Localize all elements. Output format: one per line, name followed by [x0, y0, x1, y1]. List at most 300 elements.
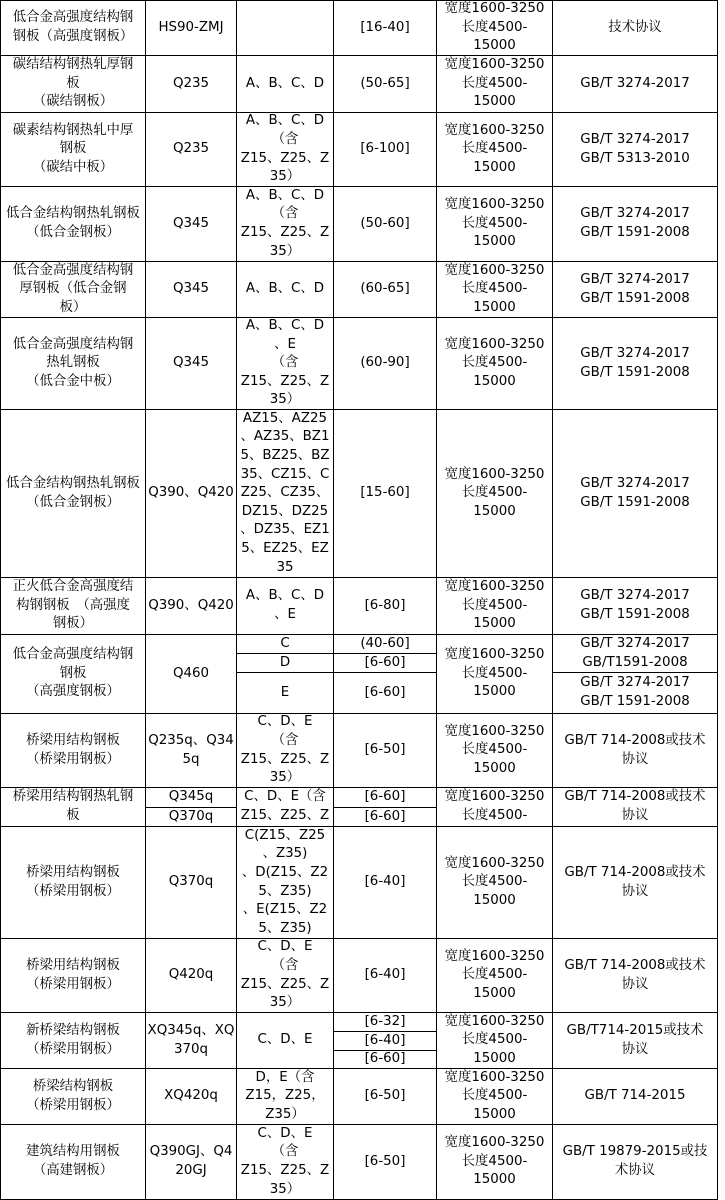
- cell-text: [148, 484, 234, 503]
- grade-cell: [146, 410, 237, 578]
- grade-cell: [146, 635, 237, 714]
- thickness-cell-sub: [334, 635, 437, 654]
- cell-text: [445, 122, 545, 178]
- cell-line: 宽度1600-3250: [444, 948, 545, 964]
- cell-line: 15000: [473, 234, 516, 250]
- cell-text: [580, 587, 690, 624]
- cell-line: [6-40]: [364, 874, 406, 890]
- cell-line: 桥梁用结构钢板: [26, 864, 120, 880]
- class-cell: [237, 1125, 334, 1200]
- class-cell: [237, 56, 334, 113]
- cell-line: GB/T 3274-2017: [580, 675, 690, 691]
- cell-text: [365, 1153, 406, 1172]
- standard-cell-sub: [553, 635, 718, 673]
- thickness-cell: [334, 318, 437, 410]
- cell-text: [173, 140, 209, 159]
- cell-text: [164, 1087, 218, 1106]
- cell-text: [445, 1013, 545, 1068]
- standard-cell: [553, 1069, 718, 1125]
- cell-line: Z35）: [265, 1106, 305, 1122]
- cell-line: [6-32]: [364, 1013, 406, 1029]
- cell-line: Z25、CZ35、: [240, 485, 330, 501]
- cell-line: 桥梁用结构钢板: [26, 957, 120, 973]
- class-cell: [237, 1013, 334, 1069]
- cell-line: （桥梁用钢板）: [26, 883, 120, 899]
- thickness-cell: [334, 113, 437, 187]
- cell-text: [246, 280, 324, 299]
- cell-line: 、D(Z15、Z2: [241, 864, 329, 880]
- product-name-cell: [0, 827, 146, 939]
- cell-line: （桥梁用钢板）: [26, 1097, 120, 1113]
- cell-line: 15000: [473, 373, 516, 389]
- cell-line: 5、EZ25、EZ: [241, 540, 329, 556]
- cell-text: [360, 280, 409, 299]
- thickness-cell: [334, 262, 437, 318]
- cell-line: 15000: [473, 616, 516, 632]
- cell-line: 桥梁用结构钢板: [26, 732, 120, 748]
- cell-text: [563, 1143, 708, 1180]
- standard-cell: [553, 262, 718, 318]
- cell-line: E: [280, 684, 290, 700]
- cell-line: A、B、C、D: [245, 113, 325, 129]
- cell-line: 长度4500-: [461, 1032, 528, 1048]
- grade-cell: [146, 1125, 237, 1200]
- size-cell: [437, 0, 553, 56]
- cell-line: 15000: [473, 299, 516, 315]
- grade-cell-sub: [146, 788, 237, 808]
- product-name-cell: [0, 113, 146, 187]
- cell-line: 宽度1600-3250: [444, 1135, 545, 1151]
- cell-line: （含: [271, 732, 299, 748]
- cell-line: Z15、Z25、Z: [240, 807, 330, 823]
- cell-text: [564, 732, 705, 769]
- cell-line: 碳素结构钢热轧中厚: [12, 122, 134, 138]
- cell-text: [26, 1143, 120, 1180]
- standard-cell: [553, 0, 718, 56]
- cell-text: [445, 646, 545, 702]
- cell-line: 长度4500-: [461, 874, 528, 890]
- cell-line: GB/T 1591-2008: [580, 364, 690, 380]
- class-cell: [237, 578, 334, 635]
- grade-cell: [146, 827, 237, 939]
- cell-line: 协议: [621, 807, 649, 823]
- standard-cell: [553, 113, 718, 187]
- cell-text: [173, 354, 209, 373]
- cell-line: 宽度1600-3250: [444, 466, 545, 482]
- grade-cell: [146, 56, 237, 113]
- cell-text: [26, 732, 120, 769]
- cell-text: [241, 187, 329, 261]
- thickness-cell: [334, 578, 437, 635]
- cell-text: [241, 939, 329, 1013]
- cell-line: 长度4500-: [461, 485, 528, 501]
- cell-line: AZ15、AZ25: [242, 410, 328, 426]
- cell-line: （高建钢板）: [32, 1163, 114, 1178]
- cell-line: 构钢钢板 （高强度: [16, 597, 130, 613]
- cell-line: [6-60]: [364, 1051, 406, 1067]
- cell-line: 长度4500-: [461, 1153, 528, 1169]
- product-name-cell: [0, 1125, 146, 1200]
- cell-text: [608, 19, 662, 38]
- cell-text: [26, 957, 120, 994]
- cell-line: [6-100]: [360, 141, 410, 157]
- cell-text: [241, 1125, 329, 1199]
- cell-text: [580, 674, 690, 711]
- cell-line: (50-60]: [360, 215, 410, 231]
- cell-text: [365, 1087, 406, 1106]
- cell-line: 5q: [182, 751, 200, 767]
- cell-line: Q235: [172, 75, 210, 91]
- thickness-cell-sub: [334, 808, 437, 827]
- product-name-cell: [0, 714, 146, 788]
- cell-line: 宽度1600-3250: [444, 579, 545, 595]
- cell-line: [6-40]: [364, 1032, 406, 1048]
- thickness-cell: [334, 827, 437, 939]
- cell-line: C、D、E: [257, 714, 313, 730]
- cell-text: [241, 113, 329, 187]
- cell-line: Z15，Z25，: [245, 1088, 325, 1104]
- cell-text: [365, 788, 406, 807]
- cell-text: [445, 723, 545, 779]
- cell-line: （桥梁用钢板）: [26, 1041, 120, 1057]
- product-name-cell: [0, 578, 146, 635]
- cell-line: 35、CZ15、C: [240, 466, 330, 482]
- size-cell: [437, 714, 553, 788]
- cell-text: [564, 957, 705, 994]
- cell-line: 板: [66, 807, 80, 823]
- cell-text: [445, 1134, 545, 1190]
- cell-line: 长度4500-: [461, 75, 528, 91]
- class-cell: [237, 714, 334, 788]
- cell-line: 技术协议: [608, 19, 662, 35]
- cell-text: [365, 741, 406, 760]
- cell-line: GB/T 714-2008或技术: [564, 864, 706, 880]
- cell-text: [445, 855, 545, 911]
- cell-line: [6-60]: [364, 654, 406, 670]
- cell-text: [158, 19, 223, 38]
- cell-text: [360, 354, 409, 373]
- cell-line: 5、Z35): [258, 883, 312, 899]
- cell-line: 15000: [473, 892, 516, 908]
- cell-text: [6, 205, 140, 242]
- class-cell: [237, 939, 334, 1013]
- cell-text: [445, 56, 545, 112]
- thickness-cell-sub: [334, 788, 437, 808]
- cell-line: （桥梁用钢板）: [26, 976, 120, 992]
- cell-line: 低合金结构钢热轧钢板: [6, 206, 140, 222]
- cell-line: Z15、Z25、Z: [240, 976, 330, 992]
- cell-line: GB/T1591-2008: [582, 654, 688, 670]
- cell-line: [6-80]: [364, 597, 406, 613]
- cell-line: 新桥梁结构钢板: [26, 1022, 120, 1038]
- cell-text: [13, 9, 134, 46]
- grade-cell: [146, 1069, 237, 1125]
- cell-line: 15000: [473, 94, 516, 110]
- cell-line: 35）: [269, 243, 301, 259]
- cell-text: [445, 336, 545, 392]
- cell-line: GB/T 3274-2017: [580, 588, 690, 604]
- cell-line: C、D、E: [257, 1125, 313, 1141]
- cell-line: 长度4500-: [461, 1088, 528, 1104]
- cell-line: [15-60]: [360, 485, 410, 501]
- class-cell: [237, 318, 334, 410]
- cell-line: [6-50]: [364, 1153, 406, 1169]
- cell-line: 宽度1600-3250: [444, 855, 545, 871]
- cell-line: 20GJ: [175, 1163, 207, 1178]
- product-name-cell: [0, 262, 146, 318]
- cell-line: Z15、Z25、Z: [240, 1163, 330, 1178]
- standard-cell: [553, 578, 718, 635]
- cell-line: 、E: [274, 607, 296, 622]
- cell-line: A、B、C、D: [245, 75, 325, 91]
- grade-cell: [146, 939, 237, 1013]
- product-name-cell: [0, 410, 146, 578]
- cell-line: Q235q、Q34: [148, 732, 234, 748]
- grade-cell: [146, 318, 237, 410]
- cell-line: （高强度钢板）: [26, 684, 120, 700]
- size-cell: [437, 410, 553, 578]
- cell-line: C(Z15、Z25: [244, 827, 326, 843]
- cell-line: GB/T 3274-2017: [580, 345, 690, 361]
- class-cell: [237, 1069, 334, 1125]
- cell-line: 长度4500-: [461, 807, 528, 823]
- cell-text: [580, 205, 690, 242]
- cell-text: [365, 1013, 406, 1031]
- cell-line: (60-90]: [360, 355, 410, 371]
- class-cell-sub: [237, 654, 334, 673]
- cell-line: 35）: [269, 770, 301, 786]
- cell-line: Q420q: [168, 967, 214, 983]
- cell-text: [173, 75, 209, 94]
- grade-cell: [146, 187, 237, 262]
- cell-line: GB/T 5313-2010: [580, 150, 690, 166]
- cell-line: 桥梁结构钢板: [32, 1078, 114, 1094]
- cell-text: [13, 336, 134, 392]
- cell-text: [445, 262, 545, 317]
- cell-line: Q370q: [168, 874, 214, 890]
- cell-line: （含: [271, 131, 299, 147]
- size-cell: [437, 318, 553, 410]
- standard-cell: [553, 187, 718, 262]
- cell-line: Q390GJ、Q4: [149, 1144, 233, 1160]
- standard-cell-sub: [553, 673, 718, 714]
- cell-line: 碳结结构钢热轧厚钢: [12, 57, 134, 73]
- cell-text: [445, 0, 545, 56]
- cell-text: [445, 948, 545, 1004]
- cell-line: GB/T 1591-2008: [580, 494, 690, 510]
- cell-line: 厚钢板（低合金钢: [19, 281, 127, 297]
- cell-text: [360, 635, 409, 653]
- cell-line: （含: [271, 957, 299, 973]
- cell-text: [169, 966, 214, 985]
- cell-text: [580, 271, 690, 308]
- grade-cell: [146, 262, 237, 318]
- cell-line: （含: [271, 206, 299, 222]
- cell-text: [241, 714, 329, 788]
- class-cell: [237, 262, 334, 318]
- cell-text: [242, 827, 328, 938]
- cell-line: 钢板）: [52, 616, 94, 632]
- cell-text: [13, 578, 134, 634]
- cell-text: [580, 75, 690, 94]
- size-cell: [437, 578, 553, 635]
- product-name-cell: [0, 0, 146, 56]
- cell-line: 15000: [473, 38, 516, 54]
- cell-line: 宽度1600-3250: [444, 262, 545, 278]
- class-cell: [237, 827, 334, 939]
- cell-line: 低合金高强度结构钢: [12, 10, 134, 26]
- cell-line: 、Z35): [262, 846, 308, 862]
- cell-line: （含: [271, 355, 299, 371]
- cell-line: 宽度1600-3250: [444, 1069, 545, 1085]
- cell-text: [241, 788, 329, 825]
- cell-line: Q390、Q420: [148, 485, 234, 501]
- cell-line: 长度4500-: [461, 597, 528, 613]
- cell-line: GB/T 3274-2017: [580, 206, 690, 222]
- standard-cell: [553, 410, 718, 578]
- cell-text: [445, 466, 545, 522]
- cell-line: 热轧钢板: [46, 355, 100, 371]
- grade-cell: [146, 0, 237, 56]
- thickness-cell-sub: [334, 654, 437, 673]
- cell-line: 370q: [173, 1041, 209, 1057]
- cell-line: 协议: [621, 976, 649, 992]
- cell-line: （低合金钢板）: [26, 225, 120, 240]
- cell-line: 低合金结构钢热轧钢板: [6, 475, 140, 491]
- cell-text: [150, 1143, 233, 1180]
- cell-line: 15000: [473, 503, 516, 519]
- product-name-cell: [0, 1013, 146, 1069]
- cell-line: Q345: [172, 281, 210, 297]
- cell-line: 35）: [269, 169, 301, 185]
- size-cell: [437, 788, 553, 827]
- grade-cell: [146, 714, 237, 788]
- cell-line: C、D、E: [257, 1032, 313, 1048]
- cell-line: (50-65]: [360, 75, 410, 91]
- cell-line: 宽度1600-3250: [444, 1013, 545, 1029]
- cell-text: [585, 1087, 686, 1106]
- standard-cell: [553, 939, 718, 1013]
- cell-text: [241, 318, 329, 410]
- size-cell: [437, 187, 553, 262]
- cell-text: [580, 635, 690, 672]
- cell-line: 宽度1600-3250: [444, 122, 545, 138]
- cell-text: [365, 808, 406, 826]
- cell-line: (60-65]: [360, 281, 410, 297]
- cell-text: [280, 654, 290, 672]
- cell-line: 钢板: [59, 141, 87, 157]
- cell-text: [445, 1069, 545, 1124]
- standard-cell: [553, 788, 718, 827]
- cell-line: [16-40]: [360, 19, 410, 35]
- cell-text: [13, 788, 134, 825]
- cell-line: XQ345q、XQ: [147, 1022, 235, 1038]
- cell-line: DZ15、DZ25: [241, 503, 329, 519]
- cell-text: [240, 410, 329, 577]
- cell-line: Q390、Q420: [148, 597, 234, 613]
- cell-line: GB/T 714-2008或技术: [564, 732, 706, 748]
- grade-cell: [146, 578, 237, 635]
- cell-line: 宽度1600-3250: [444, 336, 545, 352]
- class-cell: [237, 788, 334, 827]
- size-cell: [437, 635, 553, 714]
- cell-line: 35）: [269, 1181, 301, 1197]
- product-name-cell: [0, 635, 146, 714]
- thickness-cell: [334, 714, 437, 788]
- cell-text: [245, 1069, 324, 1124]
- cell-line: Q235: [172, 141, 210, 157]
- cell-text: [6, 475, 140, 512]
- cell-text: [360, 75, 409, 94]
- cell-line: 、AZ35、BZ1: [240, 429, 330, 445]
- cell-text: [365, 873, 406, 892]
- cell-line: [6-50]: [364, 1088, 406, 1104]
- cell-line: GB/T 1591-2008: [580, 290, 690, 306]
- cell-line: 桥梁用结构钢热轧钢: [12, 789, 134, 804]
- cell-line: 35）: [269, 995, 301, 1011]
- cell-line: Q345: [172, 355, 210, 371]
- cell-line: [6-60]: [364, 789, 406, 805]
- cell-line: Q460: [172, 665, 210, 681]
- thickness-cell-sub: [334, 1032, 437, 1051]
- thickness-cell-sub: [334, 1013, 437, 1032]
- class-cell: [237, 187, 334, 262]
- cell-line: （含: [271, 1144, 299, 1160]
- cell-line: [6-60]: [364, 684, 406, 700]
- cell-text: [567, 1022, 704, 1059]
- cell-line: GB/T 714-2008或技术: [564, 789, 706, 804]
- cell-line: 低合金高强度结构钢: [12, 647, 134, 663]
- cell-line: 板）: [59, 299, 87, 315]
- cell-line: 长度4500-: [461, 19, 528, 35]
- cell-line: 15000: [473, 1050, 516, 1066]
- cell-line: 低合金高强度结构钢: [12, 336, 134, 352]
- cell-line: 、DZ35、EZ1: [240, 522, 330, 538]
- cell-text: [360, 215, 409, 234]
- cell-line: GB/T 3274-2017: [580, 75, 690, 91]
- cell-line: 宽度1600-3250: [444, 197, 545, 213]
- cell-line: 协议: [621, 883, 649, 899]
- thickness-cell: [334, 1125, 437, 1200]
- cell-line: Q345: [172, 215, 210, 231]
- product-name-cell: [0, 788, 146, 827]
- cell-line: 35）: [269, 392, 301, 408]
- cell-line: Z15、Z25、Z: [240, 751, 330, 767]
- cell-line: GB/T714-2015或技术: [566, 1022, 704, 1038]
- cell-line: 协议: [621, 751, 649, 767]
- cell-line: GB/T 714-2015: [584, 1088, 686, 1104]
- thickness-cell-sub: [334, 673, 437, 714]
- class-cell: [237, 410, 334, 578]
- cell-text: [169, 873, 214, 892]
- cell-text: [445, 196, 545, 252]
- cell-line: A、B、C、D: [245, 281, 325, 297]
- size-cell: [437, 827, 553, 939]
- cell-line: 长度4500-: [461, 967, 528, 983]
- cell-text: [280, 635, 289, 653]
- thickness-cell: [334, 187, 437, 262]
- cell-text: [365, 654, 406, 672]
- product-name-cell: [0, 187, 146, 262]
- cell-line: HS90-ZMJ: [158, 19, 224, 35]
- cell-line: C: [280, 635, 290, 651]
- thickness-cell: [334, 56, 437, 113]
- cell-line: （低合金钢板）: [26, 494, 120, 510]
- cell-line: D: [279, 654, 291, 670]
- cell-line: 宽度1600-3250: [444, 1, 545, 17]
- cell-line: 建筑结构用钢板: [26, 1144, 120, 1160]
- cell-line: C、D、E（含: [244, 789, 326, 804]
